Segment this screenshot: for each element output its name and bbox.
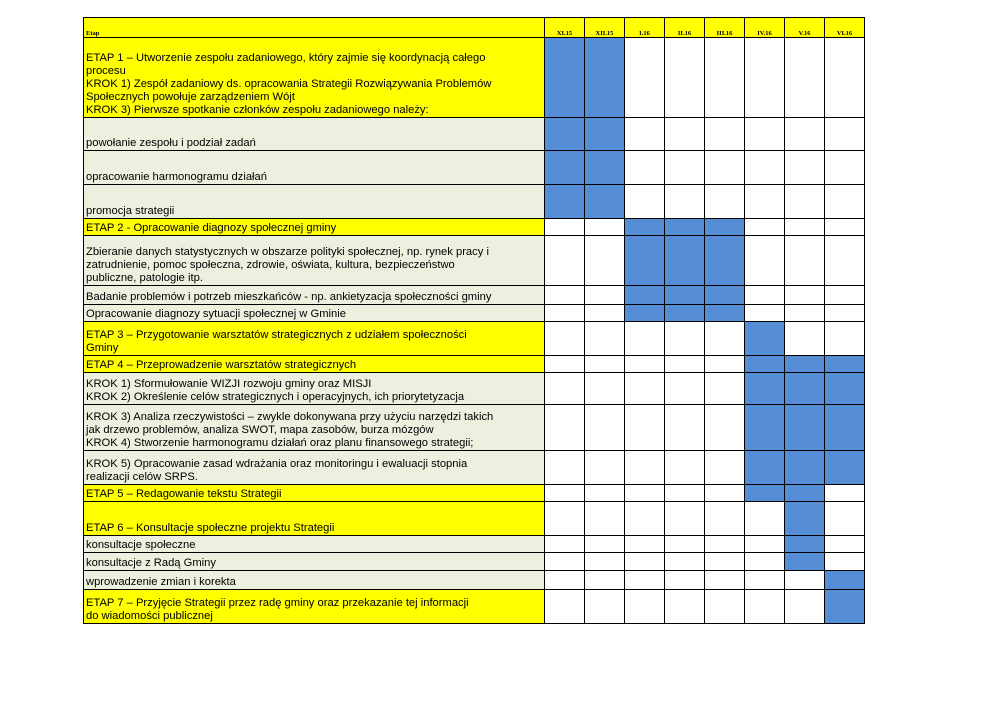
task-line: Gminy <box>86 342 119 354</box>
task-cell <box>84 118 545 151</box>
schedule-cell-filled <box>745 485 785 502</box>
schedule-cell-filled <box>585 38 625 118</box>
schedule-cell-filled <box>705 219 745 236</box>
schedule-cell <box>665 322 705 356</box>
task-line: ETAP 1 – Utworzenie zespołu zadaniowego, który zajmie się koordynacją całego <box>86 52 486 64</box>
schedule-cell <box>585 322 625 356</box>
task-line: ETAP 7 – Przyjęcie Strategii przez radę gminy oraz przekazanie tej informacji <box>86 597 469 609</box>
schedule-cell <box>665 38 705 118</box>
schedule-cell <box>825 322 865 356</box>
task-line: KROK 1) Zespół zadaniowy ds. opracowania Strategii Rozwiązywania Problemów <box>86 78 492 90</box>
schedule-cell <box>705 38 745 118</box>
schedule-cell <box>545 536 585 553</box>
schedule-cell <box>745 502 785 536</box>
schedule-cell-filled <box>545 185 585 219</box>
header-month: IV.16 <box>745 18 785 38</box>
task-cell <box>84 405 545 451</box>
schedule-cell <box>665 118 705 151</box>
schedule-cell <box>825 236 865 286</box>
task-line: Badanie problemów i potrzeb mieszkańców - np. ankietyzacja społeczności gminy <box>86 291 492 303</box>
task-cell <box>84 236 545 286</box>
schedule-cell <box>705 536 745 553</box>
task-line: promocja strategii <box>86 205 175 217</box>
schedule-cell <box>705 185 745 219</box>
schedule-cell <box>785 590 825 624</box>
schedule-cell <box>665 485 705 502</box>
step-row <box>84 536 865 553</box>
schedule-cell <box>585 219 625 236</box>
task-line: KROK 3) Analiza rzeczywistości – zwykle dokonywana przy użyciu narzędzi takich <box>86 411 494 423</box>
schedule-cell <box>785 571 825 590</box>
task-line: KROK 5) Opracowanie zasad wdrażania oraz monitoringu i ewaluacji stopnia <box>86 458 468 470</box>
schedule-cell-filled <box>785 553 825 571</box>
schedule-cell <box>545 405 585 451</box>
schedule-cell <box>585 553 625 571</box>
schedule-cell-filled <box>745 451 785 485</box>
task-line: realizacji celów SRPS. <box>86 471 198 483</box>
task-cell <box>84 553 545 571</box>
schedule-cell <box>585 305 625 322</box>
schedule-cell <box>825 286 865 305</box>
task-line: jak drzewo problemów, analiza SWOT, mapa zasobów, burza mózgów <box>86 424 434 436</box>
schedule-cell <box>585 485 625 502</box>
task-cell <box>84 219 545 236</box>
schedule-cell <box>585 571 625 590</box>
schedule-cell <box>705 451 745 485</box>
schedule-cell <box>665 373 705 405</box>
schedule-cell-filled <box>785 502 825 536</box>
schedule-cell-filled <box>785 485 825 502</box>
task-line: zatrudnienie, pomoc społeczna, zdrowie, oświata, kultura, bezpieczeństwo <box>86 259 455 271</box>
step-row <box>84 571 865 590</box>
schedule-cell <box>705 373 745 405</box>
schedule-cell-filled <box>665 236 705 286</box>
schedule-cell <box>705 405 745 451</box>
task-line: wprowadzenie zmian i korekta <box>86 576 236 588</box>
schedule-cell <box>665 502 705 536</box>
header-etap: Etap <box>84 18 545 38</box>
schedule-cell <box>665 405 705 451</box>
schedule-cell-filled <box>825 451 865 485</box>
task-line: powołanie zespołu i podział zadań <box>86 137 256 149</box>
schedule-cell <box>705 356 745 373</box>
schedule-cell <box>625 590 665 624</box>
schedule-cell <box>665 571 705 590</box>
task-cell <box>84 151 545 185</box>
task-cell <box>84 571 545 590</box>
schedule-cell <box>705 571 745 590</box>
schedule-cell <box>665 356 705 373</box>
schedule-cell-filled <box>745 322 785 356</box>
schedule-cell-filled <box>825 373 865 405</box>
schedule-cell <box>745 219 785 236</box>
schedule-cell <box>745 38 785 118</box>
schedule-cell <box>825 151 865 185</box>
schedule-cell <box>585 451 625 485</box>
schedule-cell <box>585 536 625 553</box>
schedule-cell-filled <box>825 356 865 373</box>
task-line: opracowanie harmonogramu działań <box>86 171 267 183</box>
task-line: ETAP 5 – Redagowanie tekstu Strategii <box>86 488 282 500</box>
schedule-cell <box>705 322 745 356</box>
task-line: KROK 2) Określenie celów strategicznych i operacyjnych, ich priorytetyzacja <box>86 391 465 403</box>
schedule-cell-filled <box>545 118 585 151</box>
schedule-cell-filled <box>745 405 785 451</box>
header-month: VI.16 <box>825 18 865 38</box>
schedule-cell <box>785 286 825 305</box>
task-cell <box>84 305 545 322</box>
schedule-cell <box>825 305 865 322</box>
task-line: ETAP 6 – Konsultacje społeczne projektu Strategii <box>86 522 335 534</box>
stage-row <box>84 485 865 502</box>
stage-row <box>84 590 865 624</box>
schedule-cell <box>585 356 625 373</box>
header-row <box>84 18 865 38</box>
schedule-cell <box>745 571 785 590</box>
schedule-cell <box>745 118 785 151</box>
schedule-cell <box>585 590 625 624</box>
schedule-cell-filled <box>825 571 865 590</box>
schedule-cell <box>665 185 705 219</box>
header-month: V.16 <box>785 18 825 38</box>
schedule-cell <box>585 502 625 536</box>
task-line: konsultacje społeczne <box>86 539 196 551</box>
stage-row <box>84 356 865 373</box>
task-line: Społecznych powołuje zarządzeniem Wójt <box>86 91 295 103</box>
schedule-cell <box>625 536 665 553</box>
stage-row <box>84 322 865 356</box>
schedule-cell <box>825 185 865 219</box>
schedule-cell <box>785 38 825 118</box>
task-line: do wiadomości publicznej <box>86 610 213 622</box>
schedule-cell <box>705 502 745 536</box>
schedule-cell-filled <box>745 373 785 405</box>
task-line: konsultacje z Radą Gminy <box>86 557 216 569</box>
schedule-cell <box>705 553 745 571</box>
header-month: XI.15 <box>545 18 585 38</box>
schedule-cell-filled <box>625 305 665 322</box>
schedule-cell-filled <box>545 151 585 185</box>
schedule-cell-filled <box>785 373 825 405</box>
task-cell <box>84 485 545 502</box>
stage-row <box>84 219 865 236</box>
step-row <box>84 305 865 322</box>
task-line: KROK 4) Stworzenie harmonogramu działań oraz planu finansowego strategii; <box>86 437 474 449</box>
schedule-cell <box>665 536 705 553</box>
step-row <box>84 151 865 185</box>
schedule-cell-filled <box>665 286 705 305</box>
schedule-cell <box>785 322 825 356</box>
schedule-cell <box>745 536 785 553</box>
schedule-cell <box>545 305 585 322</box>
schedule-cell <box>545 571 585 590</box>
schedule-cell <box>705 151 745 185</box>
step-row <box>84 286 865 305</box>
step-row <box>84 405 865 451</box>
task-line: publiczne, patologie itp. <box>86 272 203 284</box>
header-month: XII.15 <box>585 18 625 38</box>
task-cell <box>84 536 545 553</box>
task-cell <box>84 38 545 118</box>
schedule-cell <box>745 151 785 185</box>
schedule-cell <box>825 219 865 236</box>
step-row <box>84 451 865 485</box>
schedule-cell <box>625 322 665 356</box>
schedule-cell <box>745 236 785 286</box>
task-cell <box>84 356 545 373</box>
task-line: ETAP 3 – Przygotowanie warsztatów strategicznych z udziałem społeczności <box>86 329 467 341</box>
schedule-cell <box>625 485 665 502</box>
task-cell <box>84 373 545 405</box>
schedule-cell <box>745 305 785 322</box>
schedule-cell <box>585 286 625 305</box>
task-line: KROK 3) Pierwsze spotkanie członków zespołu zadaniowego należy: <box>86 104 429 116</box>
schedule-cell <box>625 502 665 536</box>
task-cell <box>84 451 545 485</box>
schedule-cell <box>785 219 825 236</box>
schedule-cell <box>585 236 625 286</box>
schedule-cell <box>545 502 585 536</box>
task-cell <box>84 286 545 305</box>
schedule-cell <box>545 485 585 502</box>
schedule-cell <box>625 356 665 373</box>
schedule-cell <box>545 373 585 405</box>
schedule-cell <box>785 305 825 322</box>
schedule-cell-filled <box>785 405 825 451</box>
step-row <box>84 373 865 405</box>
schedule-cell-filled <box>625 286 665 305</box>
schedule-cell <box>785 236 825 286</box>
schedule-cell <box>665 151 705 185</box>
schedule-cell <box>785 118 825 151</box>
step-row <box>84 185 865 219</box>
schedule-cell-filled <box>785 356 825 373</box>
schedule-cell <box>545 286 585 305</box>
schedule-cell <box>745 185 785 219</box>
header-month: I.16 <box>625 18 665 38</box>
schedule-cell <box>705 118 745 151</box>
schedule-cell-filled <box>665 305 705 322</box>
step-row <box>84 553 865 571</box>
schedule-cell <box>825 485 865 502</box>
schedule-cell <box>705 590 745 624</box>
stage-row <box>84 38 865 118</box>
schedule-cell-filled <box>585 185 625 219</box>
schedule-cell <box>825 38 865 118</box>
task-line: Opracowanie diagnozy sytuacji społecznej w Gminie <box>86 308 346 320</box>
schedule-cell-filled <box>585 118 625 151</box>
schedule-cell-filled <box>825 405 865 451</box>
schedule-cell <box>585 405 625 451</box>
schedule-cell <box>545 451 585 485</box>
schedule-cell <box>825 553 865 571</box>
schedule-cell-filled <box>705 236 745 286</box>
step-row <box>84 118 865 151</box>
task-line: KROK 1) Sformułowanie WIZJI rozwoju gminy oraz MISJI <box>86 378 372 390</box>
stage-row <box>84 502 865 536</box>
schedule-cell <box>625 118 665 151</box>
schedule-cell <box>545 590 585 624</box>
schedule-cell-filled <box>785 451 825 485</box>
task-cell <box>84 185 545 219</box>
step-row <box>84 236 865 286</box>
harmonogram-table <box>83 17 865 624</box>
schedule-cell <box>825 118 865 151</box>
schedule-cell-filled <box>745 356 785 373</box>
schedule-cell-filled <box>785 536 825 553</box>
schedule-cell <box>545 219 585 236</box>
header-month: III.16 <box>705 18 745 38</box>
schedule-cell-filled <box>585 151 625 185</box>
schedule-cell-filled <box>705 286 745 305</box>
schedule-cell <box>545 356 585 373</box>
task-cell <box>84 590 545 624</box>
task-line: procesu <box>86 65 126 77</box>
schedule-cell <box>785 151 825 185</box>
schedule-cell <box>545 236 585 286</box>
schedule-cell-filled <box>705 305 745 322</box>
schedule-cell <box>545 553 585 571</box>
schedule-cell-filled <box>625 236 665 286</box>
schedule-cell <box>625 451 665 485</box>
schedule-cell-filled <box>625 219 665 236</box>
schedule-cell <box>705 485 745 502</box>
schedule-cell <box>825 502 865 536</box>
schedule-cell <box>625 38 665 118</box>
schedule-cell <box>785 185 825 219</box>
task-line: ETAP 2 - Opracowanie diagnozy społecznej gminy <box>86 222 337 234</box>
task-line: Zbieranie danych statystycznych w obszarze polityki społecznej, np. rynek pracy i <box>86 246 489 258</box>
schedule-cell <box>625 185 665 219</box>
schedule-cell <box>665 553 705 571</box>
schedule-cell <box>745 553 785 571</box>
schedule-cell <box>665 590 705 624</box>
schedule-cell <box>625 553 665 571</box>
schedule-cell <box>625 373 665 405</box>
schedule-cell <box>665 451 705 485</box>
schedule-cell-filled <box>825 590 865 624</box>
schedule-cell <box>745 590 785 624</box>
schedule-cell <box>745 286 785 305</box>
schedule-cell <box>625 151 665 185</box>
schedule-cell <box>625 571 665 590</box>
schedule-cell-filled <box>545 38 585 118</box>
schedule-cell-filled <box>665 219 705 236</box>
header-month: II.16 <box>665 18 705 38</box>
task-line: ETAP 4 – Przeprowadzenie warsztatów strategicznych <box>86 359 357 371</box>
schedule-cell <box>545 322 585 356</box>
schedule-cell <box>585 373 625 405</box>
schedule-cell <box>825 536 865 553</box>
schedule-cell <box>625 405 665 451</box>
task-cell <box>84 322 545 356</box>
task-cell <box>84 502 545 536</box>
